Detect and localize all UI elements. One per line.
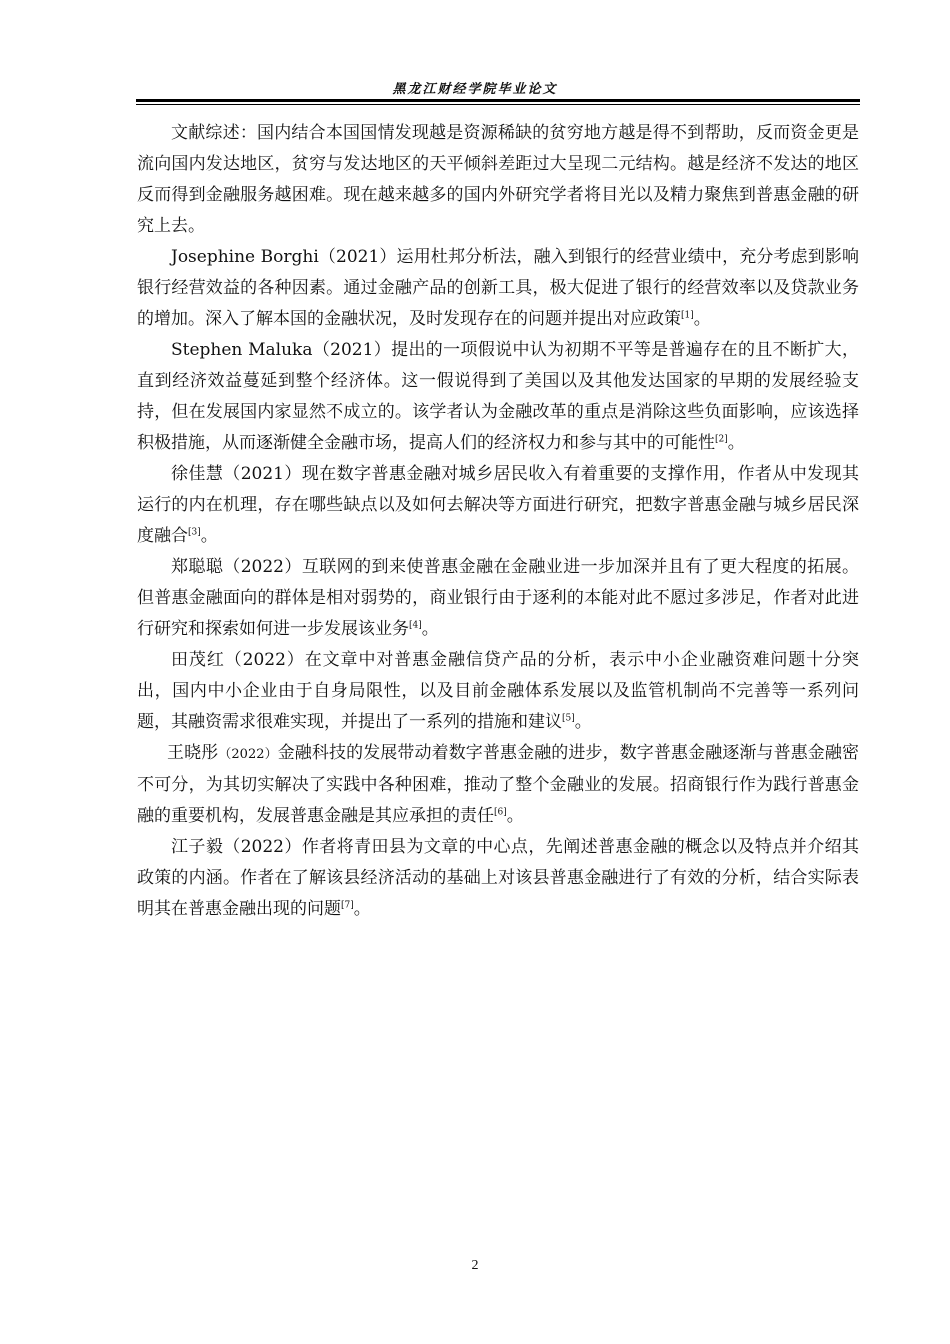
paragraph-author: 王晓彤 — [167, 743, 219, 763]
citation-marker: [5] — [562, 713, 575, 724]
paragraph-end: 。 — [421, 619, 439, 639]
citation-marker: [4] — [409, 620, 422, 631]
paragraph-text: 金融科技的发展带动着数字普惠金融的进步，数字普惠金融逐渐与普惠金融密不可分，为其切实解决了实践中各种困难，推动了整个金融业的发展。招商银行作为践行普惠金融的重要机构，发展普惠金融是其应承担的责任 — [137, 743, 860, 826]
paragraph-end: 。 — [574, 712, 592, 732]
citation-marker: [6] — [494, 807, 507, 818]
paragraph-text: 徐佳慧（2021）现在数字普惠金融对城乡居民收入有着重要的支撑作用，作者从中发现其运行的内在机理，存在哪些缺点以及如何去解决等方面进行研究，把数字普惠金融与城乡居民深度融合 — [137, 464, 859, 546]
citation-marker: [3] — [188, 527, 201, 538]
paragraph-tian — [137, 645, 859, 738]
header-rule-thick — [136, 99, 860, 102]
citation-marker: [2] — [715, 434, 728, 445]
body-text — [137, 118, 859, 925]
citation-marker: [1] — [681, 310, 694, 321]
paragraph-zheng — [137, 552, 859, 645]
paragraph-text: 郑聪聪（2022）互联网的到来使普惠金融在金融业进一步加深并且有了更大程度的拓展。但普惠金融面向的群体是相对弱势的，商业银行由于逐利的本能对此不愿过多涉足，作者对此进行研究和探索如何进一步发展该业务 — [137, 557, 859, 639]
header-rule-thin — [136, 104, 860, 105]
paragraph-text: 江子毅（2022）作者将青田县为文章的中心点，先阐述普惠金融的概念以及特点并介绍其政策的内涵。作者在了解该县经济活动的基础上对该县普惠金融进行了有效的分析，结合实际表明其在普惠金融出现的问题 — [137, 837, 859, 919]
paragraph-year: （2022） — [218, 747, 278, 762]
citation-marker: [7] — [341, 900, 354, 911]
paragraph-wang — [137, 738, 859, 832]
paragraph-end: 。 — [727, 433, 745, 453]
header-title: 黑龙江财经学院毕业论文 — [392, 82, 558, 97]
paragraph-text: 田茂红（2022）在文章中对普惠金融信贷产品的分析，表示中小企业融资难问题十分突出，国内中小企业由于自身局限性，以及目前金融体系发展以及监管机制尚不完善等一系列问题，其融资需求很难实现，并提出了一系列的措施和建议 — [137, 650, 859, 732]
paragraph-end: 。 — [693, 309, 711, 329]
paragraph-end: 。 — [506, 806, 524, 826]
paragraph-borghi — [137, 242, 859, 335]
paragraph-end: 。 — [353, 899, 371, 919]
paragraph-text: Stephen Maluka（2021）提出的一项假说中认为初期不平等是普遍存在的且不断扩大，直到经济效益蔓延到整个经济体。这一假说得到了美国以及其他发达国家的早期的发展经验支持，但在发展国内家显然不成立的。该学者认为金融改革的重点是消除这些负面影响，应该选择积极措施，从而逐渐健全金融市场，提高人们的经济权力和参与其中的可能性 — [137, 340, 859, 453]
paragraph-xu — [137, 459, 859, 552]
paragraph-text: 文献综述：国内结合本国国情发现越是资源稀缺的贫穷地方越是得不到帮助，反而资金更是流向国内发达地区，贫穷与发达地区的天平倾斜差距过大呈现二元结构。越是经济不发达的地区反而得到金融服务越困难。现在越来越多的国内外研究学者将目光以及精力聚焦到普惠金融的研究上去。 — [137, 123, 859, 236]
page-number: 2 — [471, 1258, 479, 1273]
paragraph-text: Josephine Borghi（2021）运用杜邦分析法，融入到银行的经营业绩中，充分考虑到影响银行经营效益的各种因素。通过金融产品的创新工具，极大促进了银行的经营效率以及贷款业务的增加。深入了解本国的金融状况，及时发现存在的问题并提出对应政策 — [137, 247, 859, 329]
paragraph-jiang — [137, 832, 859, 925]
paragraph-review — [137, 118, 859, 242]
paragraph-maluka — [137, 335, 859, 459]
paragraph-end: 。 — [200, 526, 218, 546]
